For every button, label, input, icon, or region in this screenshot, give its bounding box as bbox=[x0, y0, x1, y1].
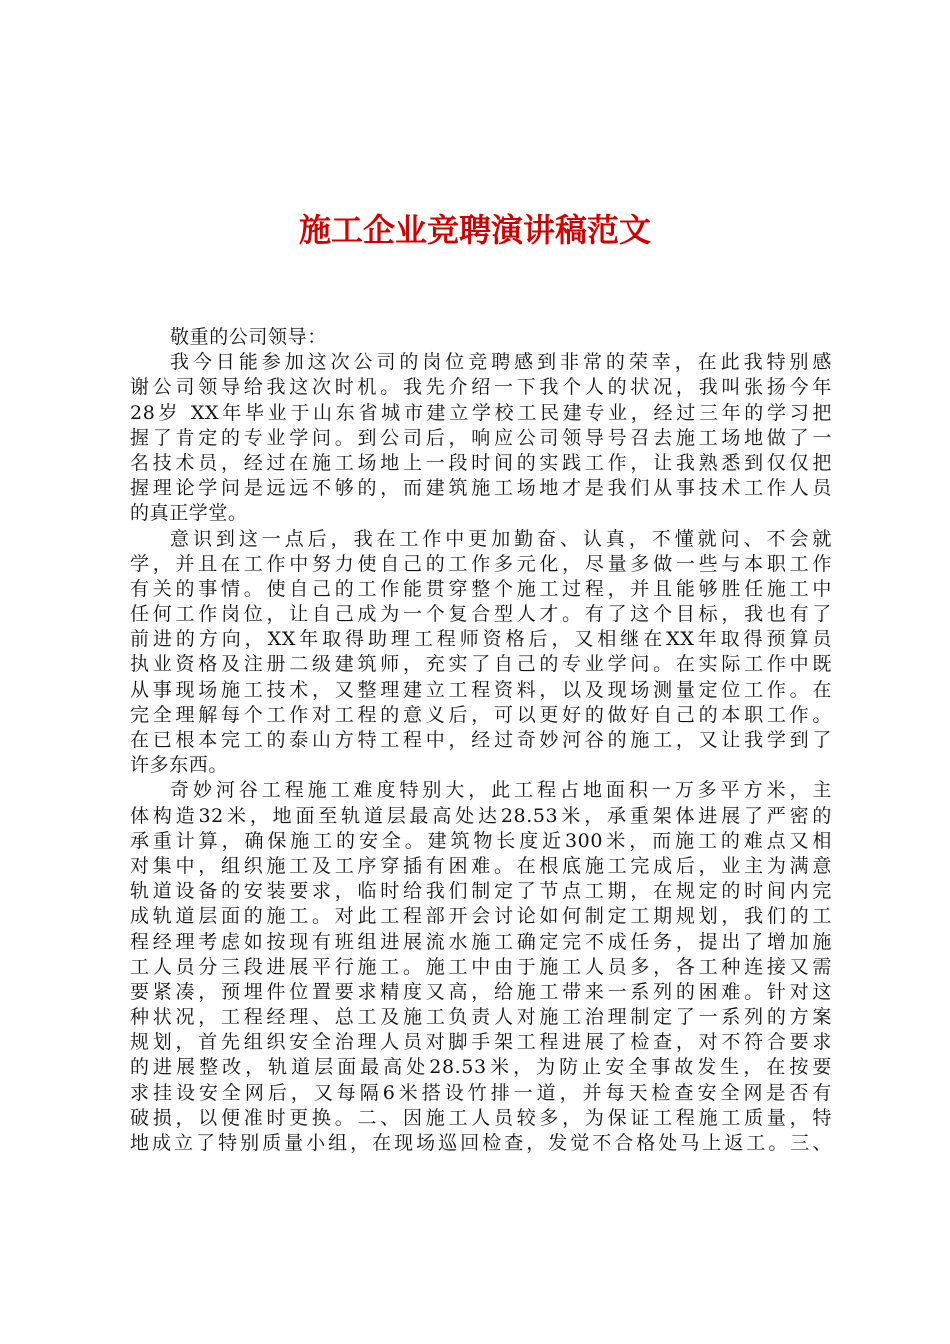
paragraph-line: 握理论学问是远远不够的，而建筑施工场地才是我们从事技术工作人员 bbox=[130, 477, 832, 500]
paragraph-line: 28岁 XX年毕业于山东省城市建立学校工民建专业，经过三年的学习把 bbox=[130, 401, 832, 424]
paragraph-line: 成轨道层面的施工。对此工程部开会讨论如何制定工期规划，我们的工 bbox=[130, 905, 832, 928]
paragraph-line: 名技术员，经过在施工场地上一段时间的实践工作，让我熟悉到仅仅把 bbox=[130, 451, 832, 474]
paragraph-line: 工人员分三段进展平行施工。施工中由于施工人员多，各工种连接又需 bbox=[130, 955, 832, 978]
paragraph-line: 求挂设安全网后，又每隔6米搭设竹排一道，并每天检查安全网是否有 bbox=[130, 1081, 832, 1104]
paragraph-line: 轨道设备的安装要求，临时给我们制定了节点工期，在规定的时间内完 bbox=[130, 880, 832, 903]
document-title: 施工企业竞聘演讲稿范文 bbox=[298, 211, 651, 249]
paragraph-line: 承重计算，确保施工的安全。建筑物长度近300米，而施工的难点又相 bbox=[130, 829, 832, 852]
paragraph bbox=[130, 778, 832, 1156]
paragraph-line: 的进展整改，轨道层面最高处28.53米，为防止安全事故发生，在按要 bbox=[130, 1056, 832, 1079]
paragraph bbox=[130, 527, 832, 779]
paragraph-line: 意识到这一点后，我在工作中更加勤奋、认真，不懂就问、不会就 bbox=[170, 527, 832, 550]
paragraph-line: 程经理考虑如按现有班组进展流水施工确定完不成任务，提出了增加施 bbox=[130, 930, 832, 953]
paragraph-line: 任何工作岗位，让自己成为一个复合型人才。有了这个目标，我也有了 bbox=[130, 603, 832, 626]
document-body bbox=[130, 325, 832, 1156]
salutation: 敬重的公司领导： bbox=[170, 326, 327, 348]
paragraph-line: 许多东西。 bbox=[130, 754, 229, 777]
paragraph-line: 破损，以便准时更换。二、因施工人员较多，为保证工程施工质量，特 bbox=[130, 1106, 832, 1129]
paragraph-line: 有关的事情。使自己的工作能贯穿整个施工过程，并且能够胜任施工中 bbox=[130, 577, 832, 600]
paragraph-line: 种状况，工程经理、总工及施工负责人对施工治理制定了一系列的方案 bbox=[130, 1006, 832, 1029]
paragraph-line: 谢公司领导给我这次时机。我先介绍一下我个人的状况，我叫张扬今年 bbox=[130, 376, 832, 399]
paragraph-line: 握了肯定的专业学问。到公司后，响应公司领导号召去施工场地做了一 bbox=[130, 426, 832, 449]
paragraph-line: 在已根本完工的泰山方特工程中，经过奇妙河谷的施工，又让我学到了 bbox=[130, 729, 832, 751]
paragraph-line: 地成立了特别质量小组，在现场巡回检查，发觉不合格处马上返工。三、 bbox=[130, 1132, 832, 1154]
paragraph-line: 要紧凑，预埋件位置要求精度又高，给施工带来一系列的困难。针对这 bbox=[130, 980, 832, 1003]
paragraph-list bbox=[130, 350, 832, 1156]
paragraph-line: 学，并且在工作中努力使自己的工作多元化，尽量多做一些与本职工作 bbox=[130, 552, 832, 575]
paragraph-line: 从事现场施工技术，又整理建立工程资料，以及现场测量定位工作。在 bbox=[130, 678, 832, 701]
paragraph-line: 规划，首先组织安全治理人员对脚手架工程进展了检查，对不符合要求 bbox=[130, 1031, 832, 1054]
paragraph-line: 的真正学堂。 bbox=[130, 502, 248, 525]
paragraph-line: 我今日能参加这次公司的岗位竞聘感到非常的荣幸，在此我特别感 bbox=[170, 351, 832, 374]
paragraph-line: 完全理解每个工作对工程的意义后，可以更好的做好自己的本职工作。 bbox=[130, 703, 832, 726]
paragraph-line: 奇妙河谷工程施工难度特别大，此工程占地面积一万多平方米，主 bbox=[170, 779, 832, 802]
paragraph-line: 对集中，组织施工及工序穿插有困难。在根底施工完成后，业主为满意 bbox=[130, 854, 832, 877]
paragraph-line: 体构造32米，地面至轨道层最高处达28.53米，承重架体进展了严密的 bbox=[130, 804, 832, 827]
paragraph-line: 执业资格及注册二级建筑师，充实了自己的专业学问。在实际工作中既 bbox=[130, 653, 832, 676]
paragraph bbox=[130, 350, 832, 526]
paragraph-line: 前进的方向，XX年取得助理工程师资格后，又相继在XX年取得预算员 bbox=[130, 628, 832, 651]
